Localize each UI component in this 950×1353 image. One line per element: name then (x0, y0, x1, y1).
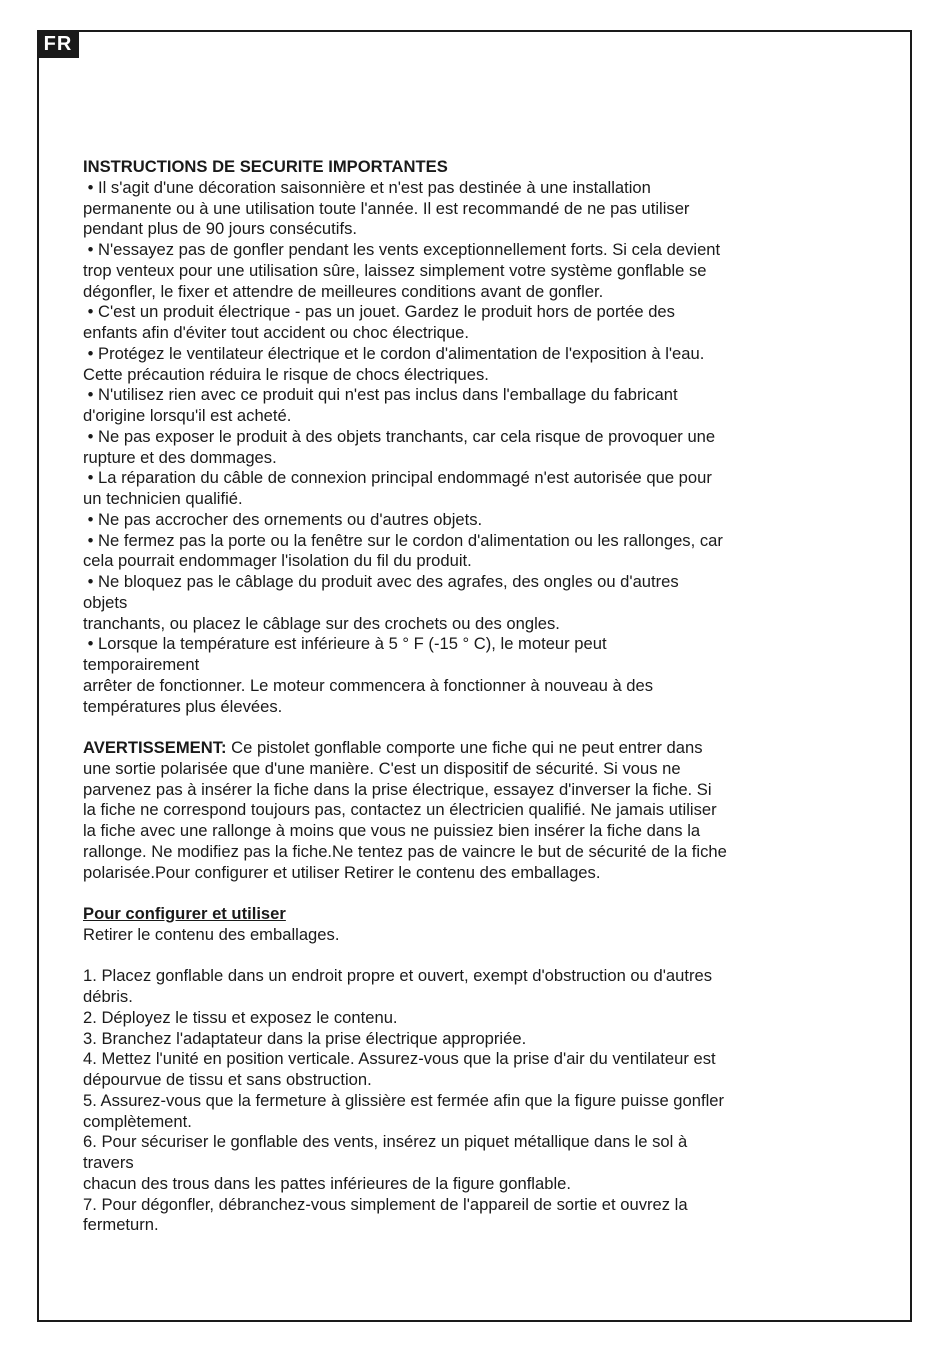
safety-line: • Il s'agit d'une décoration saisonnière et n'est pas destinée à une installation (83, 177, 651, 197)
safety-line: Cette précaution réduira le risque de chocs électriques. (83, 364, 489, 384)
safety-line: d'origine lorsqu'il est acheté. (83, 406, 292, 425)
safety-line: • N'utilisez rien avec ce produit qui n'est pas inclus dans l'emballage du fabricant (83, 385, 678, 405)
setup-step-line: 1. Placez gonflable dans un endroit propre et ouvert, exempt d'obstruction ou d'autres (83, 966, 712, 986)
safety-line: • Ne pas accrocher des ornements ou d'autres objets. (83, 509, 483, 529)
safety-line: • Ne bloquez pas le câblage du produit avec des agrafes, des ongles ou d'autres (83, 572, 679, 591)
warning-line: polarisée.Pour configurer et utiliser Retirer le contenu des emballages. (83, 862, 601, 882)
safety-line: • Protégez le ventilateur électrique et le cordon d'alimentation de l'exposition à l'eau. (83, 343, 705, 363)
safety-line: un technicien qualifié. (83, 489, 243, 508)
safety-line: • Ne fermez pas la porte ou la fenêtre sur le cordon d'alimentation ou les rallonges, car (83, 530, 723, 550)
warning-line: la fiche ne correspond toujours pas, contactez un électricien qualifié. Ne jamais utiliser (83, 800, 717, 820)
language-badge: FR (37, 30, 79, 58)
setup-heading: Pour configurer et utiliser (83, 904, 286, 923)
setup-step-line: 2. Déployez le tissu et exposez le contenu. (83, 1007, 398, 1027)
spacer (83, 717, 883, 738)
safety-line: temporairement (83, 655, 200, 674)
safety-line: tranchants, ou placez le câblage sur des crochets ou des ongles. (83, 613, 560, 633)
safety-line: • N'essayez pas de gonfler pendant les vents exceptionnellement forts. Si cela devient (83, 240, 721, 259)
warning-line: la fiche avec une rallonge à moins que vous ne puissiez bien insérer la fiche dans la (83, 821, 701, 840)
setup-step-line: 5. Assurez-vous que la fermeture à glissière est fermée afin que la figure puisse gonfler (83, 1090, 725, 1110)
setup-intro: Retirer le contenu des emballages. (83, 924, 340, 944)
safety-line: • La réparation du câble de connexion principal endommagé n'est autorisée que pour (83, 468, 712, 488)
safety-list (83, 178, 883, 718)
setup-step-line: fermeturn. (83, 1215, 159, 1235)
warning-line: rallonge. Ne modifiez pas la fiche.Ne tentez pas de vaincre le but de sécurité de la fiche (83, 841, 727, 861)
safety-line: enfants afin d'éviter tout accident ou choc électrique. (83, 323, 469, 342)
setup-step-line: dépourvue de tissu et sans obstruction. (83, 1070, 372, 1089)
safety-line: cela pourrait endommager l'isolation du fil du produit. (83, 551, 472, 571)
spacer (83, 883, 883, 904)
safety-line: pendant plus de 90 jours consécutifs. (83, 219, 357, 239)
spacer (83, 946, 883, 967)
warning-line: parvenez pas à insérer la fiche dans la prise électrique, essayez d'inverser la fiche. Si (83, 779, 712, 799)
warning-line: une sortie polarisée que d'une manière. C'est un dispositif de sécurité. Si vous ne (83, 758, 681, 778)
safety-line: arrêter de fonctionner. Le moteur commencera à fonctionner à nouveau à des (83, 675, 654, 695)
setup-step-line: 7. Pour dégonfler, débranchez-vous simplement de l'appareil de sortie et ouvrez la (83, 1194, 688, 1214)
setup-step-line: 6. Pour sécuriser le gonflable des vents, insérez un piquet métallique dans le sol à (83, 1132, 688, 1152)
safety-line: • Ne pas exposer le produit à des objets tranchants, car cela risque de provoquer une (83, 426, 716, 446)
setup-steps (83, 966, 883, 1236)
safety-line: températures plus élevées. (83, 696, 283, 716)
safety-line: permanente ou à une utilisation toute l'année. Il est recommandé de ne pas utiliser (83, 198, 690, 218)
setup-step-line: travers (83, 1153, 134, 1172)
safety-line: rupture et des dommages. (83, 447, 277, 467)
setup-step-line: débris. (83, 987, 133, 1006)
warning-label: AVERTISSEMENT: (83, 738, 227, 757)
setup-step-line: 4. Mettez l'unité en position verticale. Assurez-vous que la prise d'air du ventilateur est (83, 1049, 716, 1069)
safety-title: INSTRUCTIONS DE SECURITE IMPORTANTES (83, 157, 448, 176)
safety-line: objets (83, 592, 128, 612)
safety-line: trop venteux pour une utilisation sûre, laissez simplement votre système gonflable se (83, 260, 707, 280)
safety-line: dégonfler, le fixer et attendre de meilleures conditions avant de gonfler. (83, 281, 604, 301)
warning-first-line (83, 738, 883, 759)
safety-line: • C'est un produit électrique - pas un jouet. Gardez le produit hors de portée des (83, 302, 675, 322)
manual-content (83, 157, 883, 1236)
setup-step-line: chacun des trous dans les pattes inférieures de la figure gonflable. (83, 1173, 571, 1193)
warning-text: Ce pistolet gonflable comporte une fiche qui ne peut entrer dans (226, 738, 703, 757)
setup-step-line: 3. Branchez l'adaptateur dans la prise électrique appropriée. (83, 1028, 527, 1048)
setup-step-line: complètement. (83, 1111, 192, 1131)
safety-line: • Lorsque la température est inférieure à 5 ° F (-15 ° C), le moteur peut (83, 634, 607, 654)
